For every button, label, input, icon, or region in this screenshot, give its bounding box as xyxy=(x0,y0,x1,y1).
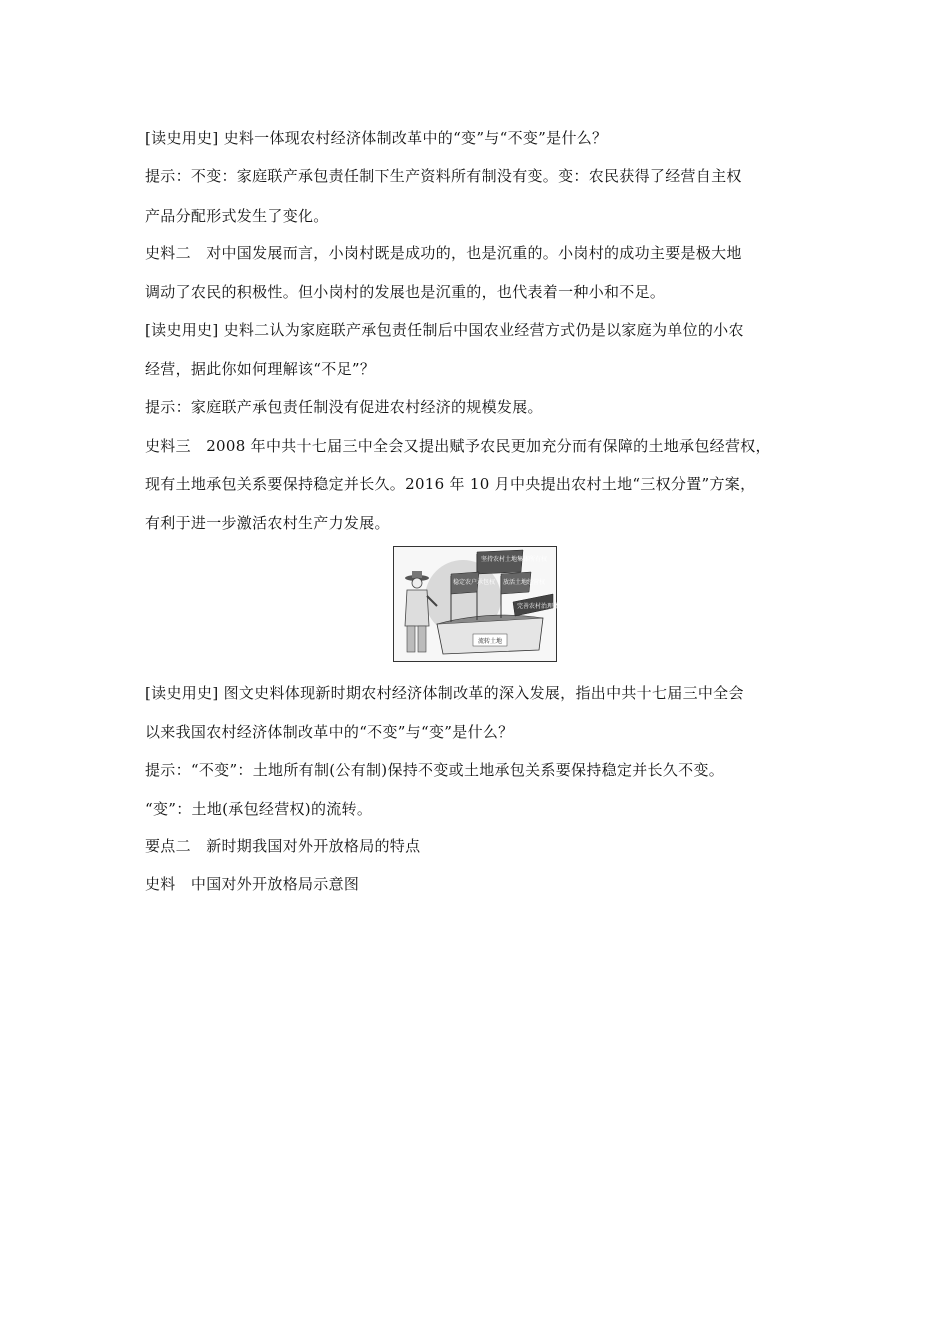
question-3-line-1: [读史用史] 图文史料体现新时期农村经济体制改革的深入发展，指出中共十七届三中全会 xyxy=(145,684,744,702)
hint-3-line-1: 提示：“不变”：土地所有制(公有制)保持不变或土地承包关系要保持稳定并长久不变。 xyxy=(145,761,725,779)
question-3-line-2: 以来我国农村经济体制改革中的“不变”与“变”是什么？ xyxy=(145,723,514,741)
box-label: 流转土地 xyxy=(477,638,503,645)
source-2-line-2: 调动了农民的积极性。但小岗村的发展也是沉重的，也代表着一种小和不足。 xyxy=(145,283,666,301)
question-2-line-1: [读史用史] 史料二认为家庭联产承包责任制后中国农业经营方式仍是以家庭为单位的小农 xyxy=(145,321,744,339)
question-1: [读史用史] 史料一体现农村经济体制改革中的“变”与“不变”是什么？ xyxy=(145,129,608,147)
flag-2-label: 稳定农户承包权 xyxy=(453,579,496,586)
source-3-line-1: 史料三 2008 年中共十七届三中全会又提出赋予农民更加充分而有保障的土地承包经营权， xyxy=(145,437,771,455)
flag-3-label: 放活土地经营权 xyxy=(503,579,546,586)
hint-1-line-2: 产品分配形式发生了变化。 xyxy=(145,207,329,225)
source-3-line-2: 现有土地承包关系要保持稳定并长久。2016 年 10 月中央提出农村土地“三权分置”方案， xyxy=(145,475,756,493)
flag-1-label: 坚持农村土地集体所有权 xyxy=(481,556,548,563)
hint-2: 提示：家庭联产承包责任制没有促进农村经济的规模发展。 xyxy=(145,398,543,416)
section-heading-2: 要点二 新时期我国对外开放格局的特点 xyxy=(145,837,421,855)
source-3-line-3: 有利于进一步激活农村生产力发展。 xyxy=(145,514,390,532)
question-2-line-2: 经营，据此你如何理解该“不足”？ xyxy=(145,360,376,378)
hint-1-line-1: 提示：不变：家庭联产承包责任制下生产资料所有制没有变。变：农民获得了经营自主权 xyxy=(145,167,742,185)
land-box xyxy=(437,615,543,654)
flag-4-label: 完善农村治理体系 xyxy=(517,603,566,610)
source-2-line-1: 史料二 对中国发展而言，小岗村既是成功的，也是沉重的。小岗村的成功主要是极大地 xyxy=(145,244,742,262)
source-map-title: 史料 中国对外开放格局示意图 xyxy=(145,875,360,893)
hint-3-line-2: “变”：土地(承包经营权)的流转。 xyxy=(145,800,373,818)
land-transfer-cartoon xyxy=(393,546,566,662)
